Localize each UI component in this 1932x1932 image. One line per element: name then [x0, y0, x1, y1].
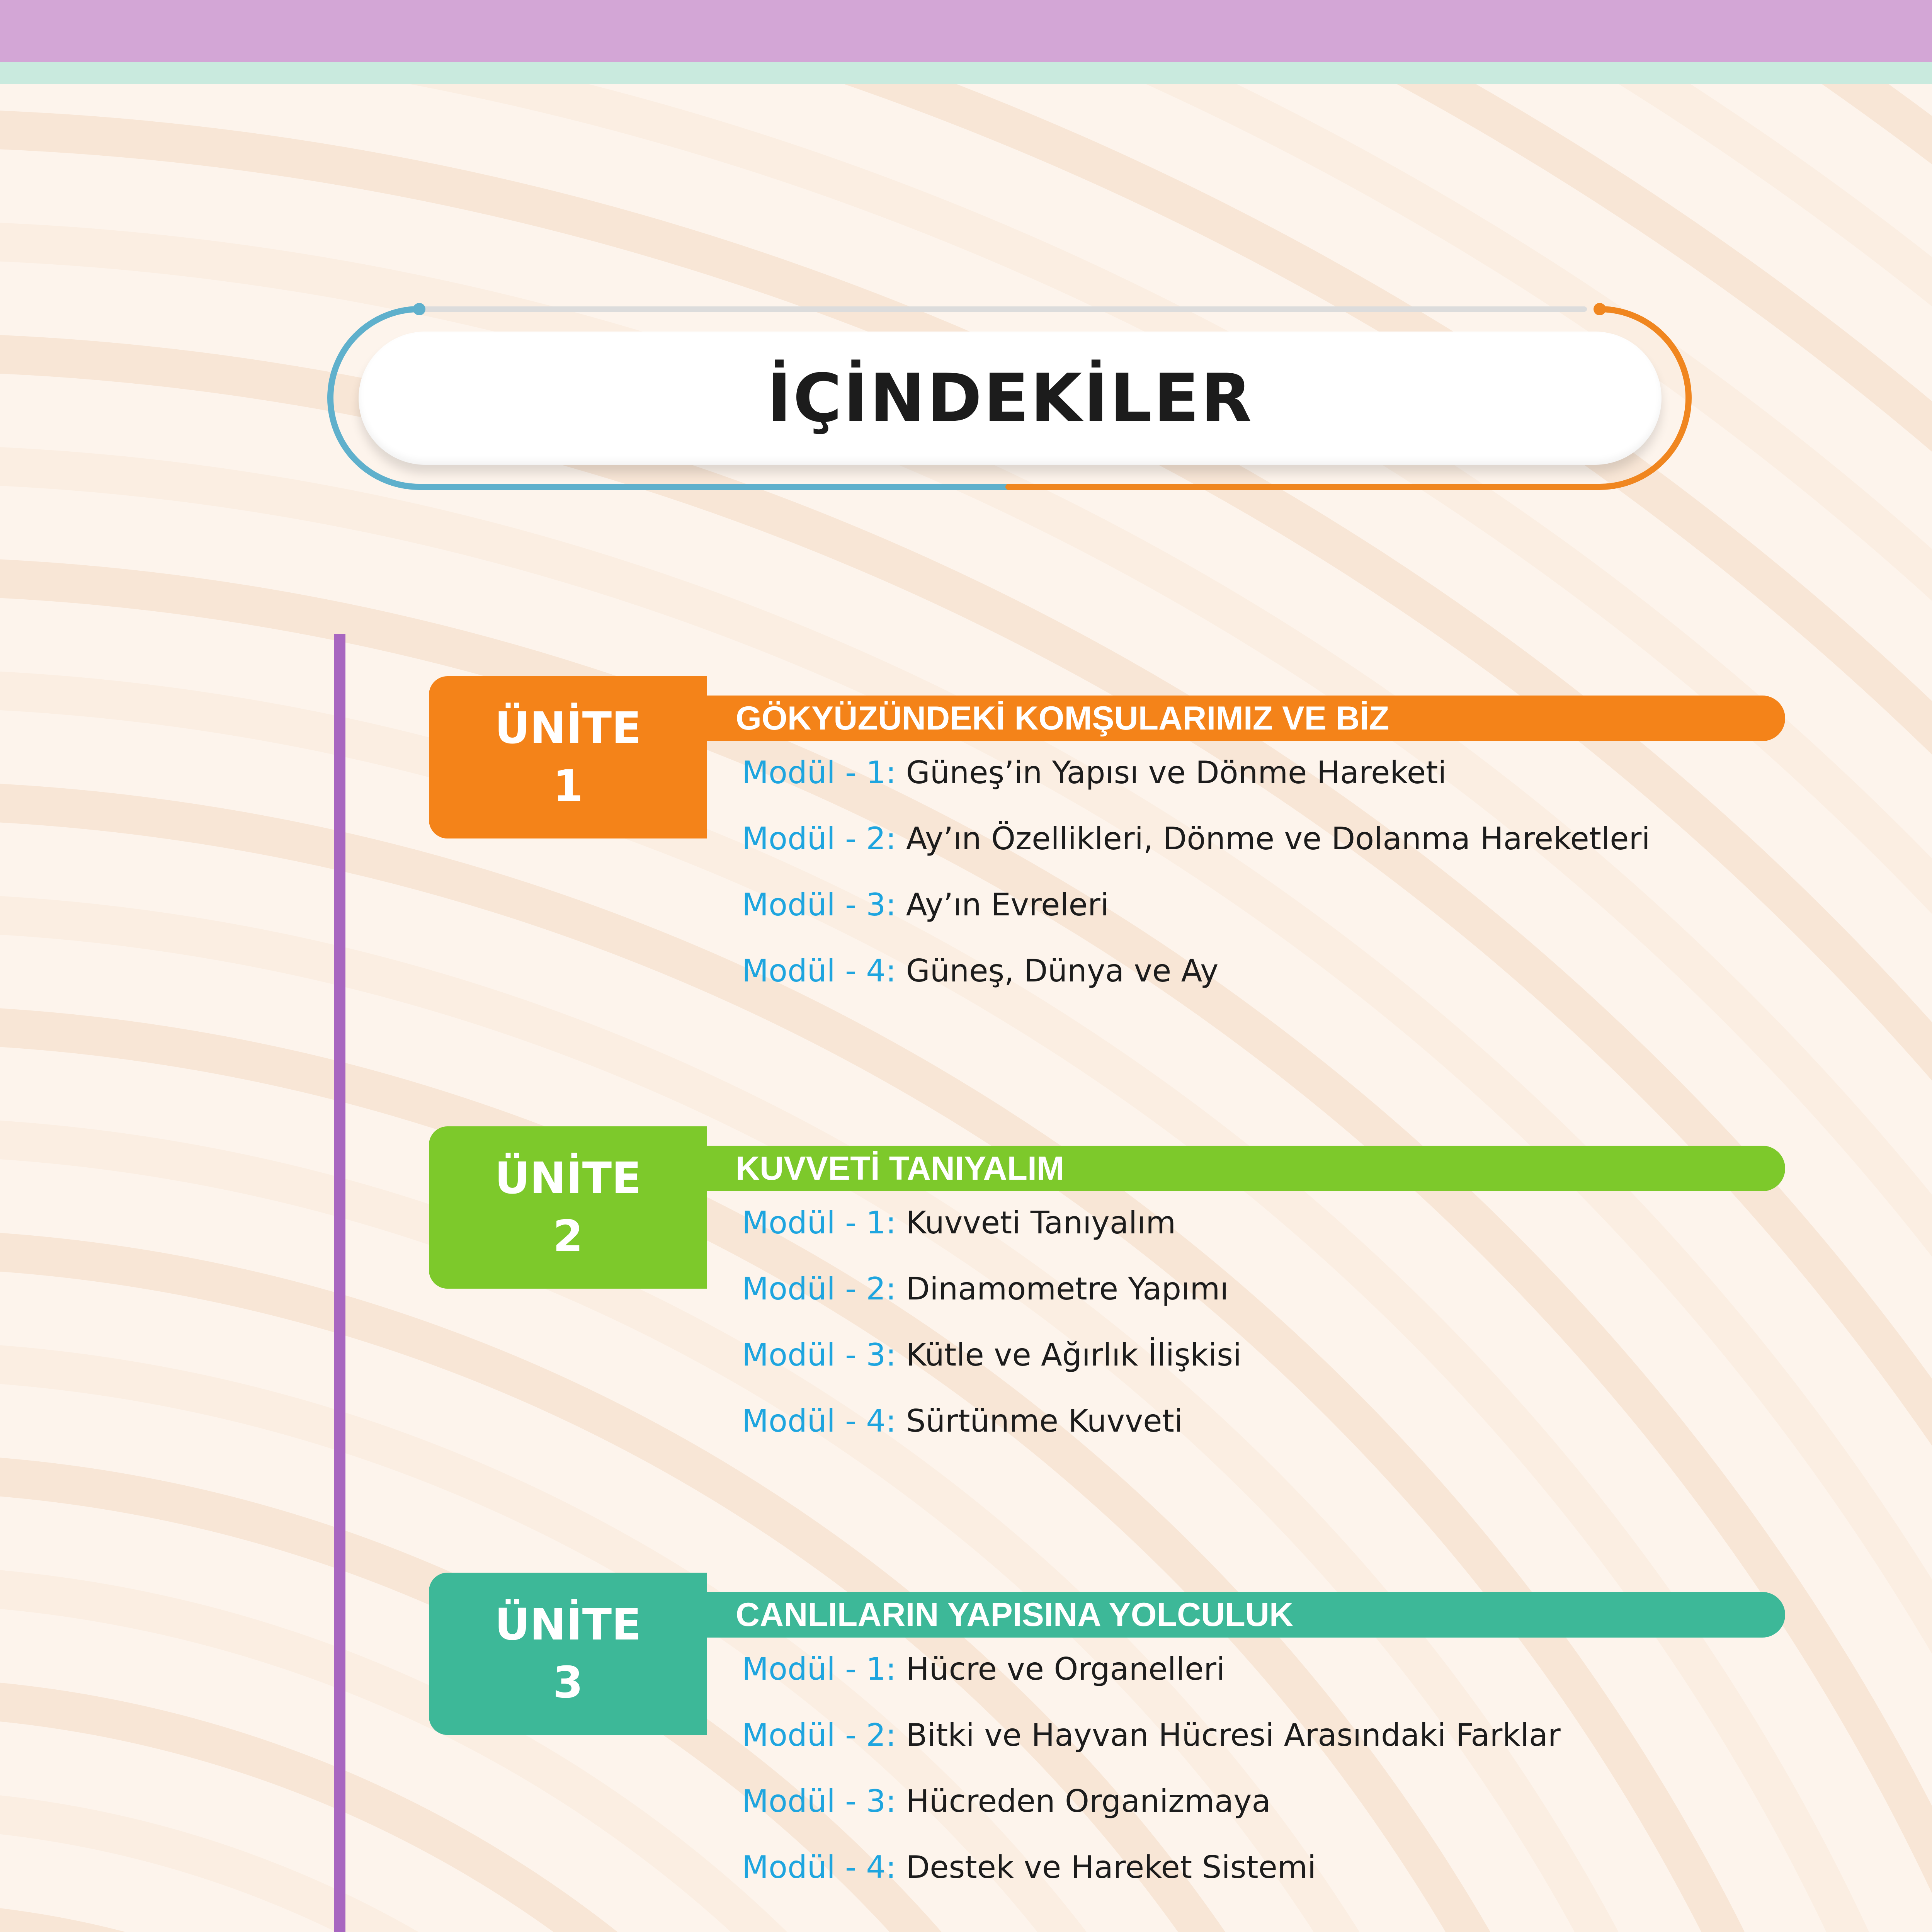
- module-title: Ay’ın Özellikleri, Dönme ve Dolanma Hareketleri: [906, 821, 1650, 857]
- module-item[interactable]: [742, 1204, 1747, 1270]
- timeline-line: [334, 634, 345, 1932]
- unit-section: [429, 1573, 1743, 1932]
- module-title: Destek ve Hareket Sistemi: [906, 1849, 1316, 1885]
- unit-badge-word: ÜNİTE: [495, 1600, 641, 1650]
- module-item[interactable]: [742, 1782, 1747, 1848]
- module-label: Modül - 2:: [742, 1271, 896, 1307]
- module-label: Modül - 4:: [742, 1403, 896, 1439]
- module-list: [742, 1204, 1747, 1468]
- unit-title-bar: [707, 696, 1785, 741]
- unit-title-bar: [707, 1146, 1785, 1191]
- unit-badge-word: ÜNİTE: [495, 1153, 641, 1204]
- unit-badge: [429, 1573, 707, 1735]
- top-mint-band: [0, 62, 1932, 84]
- module-item[interactable]: [742, 886, 1747, 952]
- module-label: Modül - 3:: [742, 1337, 896, 1373]
- module-list: [742, 1650, 1747, 1914]
- module-title: Kuvveti Tanıyalım: [906, 1205, 1176, 1241]
- module-label: Modül - 3:: [742, 1783, 896, 1819]
- module-item[interactable]: [742, 952, 1747, 1018]
- unit-badge-number: 1: [553, 761, 583, 811]
- unit-badge-number: 2: [553, 1211, 583, 1262]
- module-title: Güneş, Dünya ve Ay: [906, 953, 1219, 989]
- unit-badge: [429, 1126, 707, 1289]
- module-label: Modül - 1:: [742, 1205, 896, 1241]
- module-item[interactable]: [742, 1336, 1747, 1402]
- module-item[interactable]: [742, 1402, 1747, 1468]
- top-purple-band: [0, 0, 1932, 62]
- unit-title: KUVVETİ TANIYALIM: [736, 1150, 1065, 1187]
- module-item[interactable]: [742, 1270, 1747, 1336]
- module-title: Kütle ve Ağırlık İlişkisi: [906, 1337, 1242, 1373]
- module-title: Hücre ve Organelleri: [906, 1651, 1225, 1687]
- unit-title: GÖKYÜZÜNDEKİ KOMŞULARIMIZ VE BİZ: [736, 700, 1389, 737]
- module-item[interactable]: [742, 753, 1747, 820]
- module-title: Güneş’in Yapısı ve Dönme Hareketi: [906, 755, 1447, 791]
- module-label: Modül - 4:: [742, 1849, 896, 1885]
- module-title: Sürtünme Kuvveti: [906, 1403, 1183, 1439]
- module-item[interactable]: [742, 1716, 1747, 1782]
- module-item[interactable]: [742, 1848, 1747, 1914]
- unit-badge: [429, 676, 707, 838]
- unit-title-bar: [707, 1592, 1785, 1638]
- module-label: Modül - 2:: [742, 1717, 896, 1753]
- module-title: Dinamometre Yapımı: [906, 1271, 1229, 1307]
- module-label: Modül - 2:: [742, 821, 896, 857]
- unit-badge-number: 3: [553, 1658, 583, 1708]
- unit-section: [429, 676, 1743, 1063]
- module-label: Modül - 1:: [742, 755, 896, 791]
- module-title: Ay’ın Evreleri: [906, 887, 1109, 923]
- unit-section: [429, 1126, 1743, 1513]
- title-pill: [359, 332, 1662, 465]
- module-item[interactable]: [742, 1650, 1747, 1716]
- page-title: İÇİNDEKİLER: [767, 359, 1253, 437]
- unit-title: CANLILARIN YAPISINA YOLCULUK: [736, 1596, 1294, 1633]
- module-label: Modül - 3:: [742, 887, 896, 923]
- unit-badge-word: ÜNİTE: [495, 703, 641, 753]
- module-title: Hücreden Organizmaya: [906, 1783, 1271, 1819]
- module-label: Modül - 1:: [742, 1651, 896, 1687]
- module-label: Modül - 4:: [742, 953, 896, 989]
- module-list: [742, 753, 1747, 1018]
- module-title: Bitki ve Hayvan Hücresi Arasındaki Farklar: [906, 1717, 1561, 1753]
- module-item[interactable]: [742, 820, 1747, 886]
